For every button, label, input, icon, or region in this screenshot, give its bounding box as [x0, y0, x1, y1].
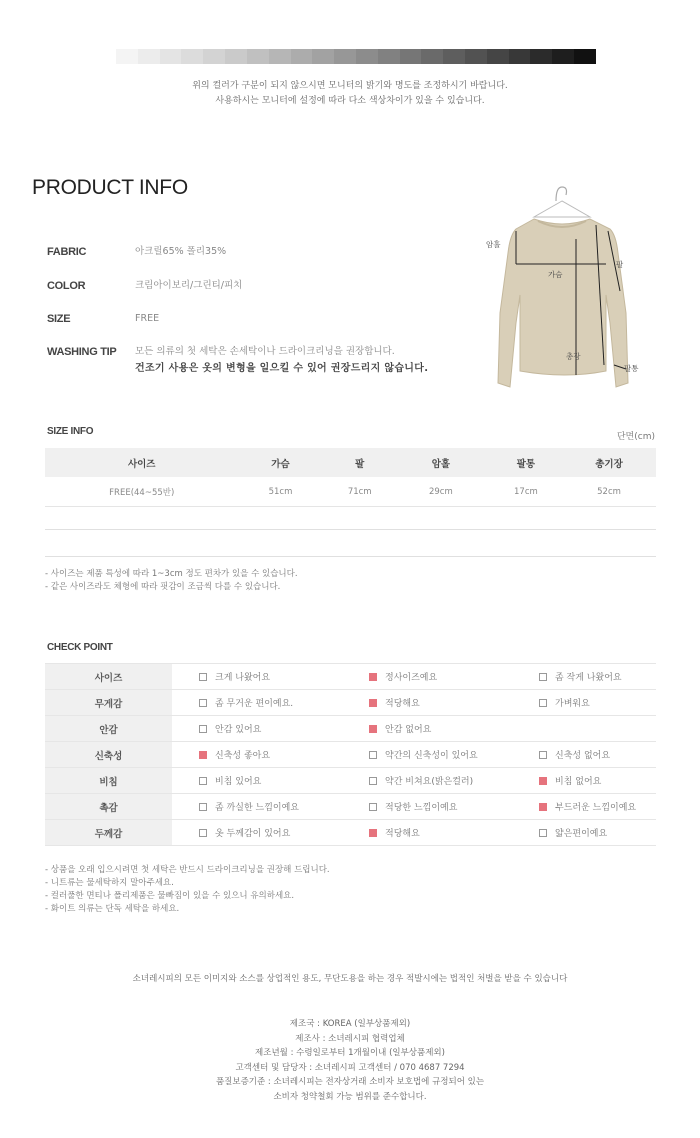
checkbox-checked-icon	[369, 725, 377, 733]
shoulder-label: 암홀	[486, 240, 501, 249]
checkbox-checked-icon	[539, 777, 547, 785]
monitor-notice-1: 위의 컬러가 구분이 되지 않으시면 모니터의 밝기와 명도를 조정하시기 바랍니다.	[192, 81, 508, 91]
fabric-row	[47, 246, 226, 260]
sleeve-width-label: 팔통	[624, 364, 639, 373]
cp-option: 신축성 없어요	[539, 748, 656, 761]
sleeve-label: 팔	[616, 260, 624, 269]
size-col-sleeve: 팔	[323, 448, 397, 477]
size-col-sleeve-width: 팔통	[485, 448, 567, 477]
checkbox-icon	[199, 777, 207, 785]
fabric-value: 아크릴65% 폴리35%	[135, 246, 227, 257]
washing-tip-line1: 모든 의류의 첫 세탁은 손세탁이나 드라이크리닝을 권장합니다.	[135, 346, 395, 357]
checkbox-checked-icon	[369, 699, 377, 707]
size-value: FREE	[135, 313, 160, 324]
divider	[45, 529, 656, 530]
washing-tip-row	[47, 346, 428, 377]
washing-tip-label: WASHING TIP	[47, 346, 117, 358]
cp-option: 안감 있어요	[199, 722, 369, 735]
washing-tip-value	[135, 343, 428, 377]
cp-row-stretch	[45, 742, 656, 768]
armhole-cell: 29cm	[397, 477, 485, 507]
color-label: COLOR	[47, 280, 86, 292]
size-notes	[45, 568, 298, 594]
hanger-hook	[556, 187, 567, 201]
color-value: 크림아이보리/그린티/피치	[135, 280, 243, 291]
footer-info	[0, 1017, 700, 1104]
cp-row-thickness	[45, 820, 656, 846]
checkbox-icon	[539, 751, 547, 759]
cp-option: 얇은편이예요	[539, 826, 656, 839]
care-notes	[45, 864, 330, 916]
size-label: SIZE	[47, 313, 71, 325]
size-info-label: SIZE INFO	[47, 426, 94, 437]
size-col-size: 사이즈	[45, 448, 238, 477]
care-note-4: - 화이트 의류는 단독 세탁을 하세요.	[45, 904, 180, 914]
cp-option: 부드러운 느낌이예요	[539, 800, 656, 813]
cp-label: 비침	[45, 768, 172, 794]
care-note-3: - 컬러풀한 면티나 폴리제품은 물빠짐이 있을 수 있으니 유의하세요.	[45, 891, 295, 901]
checkbox-icon	[539, 699, 547, 707]
checkbox-checked-icon	[199, 751, 207, 759]
size-col-length: 총기장	[567, 448, 651, 477]
length-cell: 52cm	[567, 477, 651, 507]
footer-line: 소비자 청약철회 가능 범위를 준수합니다.	[273, 1091, 427, 1102]
cp-option: 적당한 느낌이예요	[369, 800, 539, 813]
sweater-body	[498, 219, 628, 387]
footer-line: 고객센터 및 담당자 : 소녀레시피 고객센터 / 070 4687 7294	[235, 1062, 465, 1073]
checkbox-checked-icon	[369, 829, 377, 837]
footer-line: 제조국 : KOREA (일부상품제외)	[289, 1019, 411, 1029]
checkbox-icon	[199, 829, 207, 837]
length-label: 총장	[566, 352, 581, 361]
sleeve-width-cell: 17cm	[485, 477, 567, 507]
cp-row-touch	[45, 794, 656, 820]
cp-option: 비침 없어요	[539, 774, 656, 787]
divider	[45, 556, 656, 557]
fabric-label: FABRIC	[47, 246, 87, 258]
checkbox-checked-icon	[539, 803, 547, 811]
size-note-2: - 같은 사이즈라도 체형에 따라 핏감이 조금씩 다를 수 있습니다.	[45, 582, 281, 592]
checkbox-icon	[199, 725, 207, 733]
checkbox-icon	[369, 803, 377, 811]
size-table	[45, 448, 656, 507]
table-row	[45, 477, 656, 507]
footer-line: 제조사 : 소녀레시피 협력업체	[295, 1033, 405, 1044]
checkbox-icon	[539, 829, 547, 837]
care-note-1: - 상품을 오래 입으시려면 첫 세탁은 반드시 드라이크리닝을 권장해 드립니다.	[45, 865, 330, 875]
check-point-table	[45, 663, 656, 846]
cp-option: 크게 나왔어요	[199, 670, 369, 683]
cp-option: 약간 비쳐요(밝은컬러)	[369, 774, 539, 787]
size-unit: 단면(cm)	[616, 432, 655, 442]
footer-line: 제조년월 : 수령일로부터 1개월이내 (일부상품제외)	[255, 1048, 445, 1058]
cp-label: 두께감	[45, 820, 172, 846]
cp-row-sheer	[45, 768, 656, 794]
monitor-notice-2: 사용하시는 모니터에 설정에 따라 다소 색상차이가 있을 수 있습니다.	[215, 96, 485, 106]
cp-option: 비침 있어요	[199, 774, 369, 787]
cp-option: 안감 없어요	[369, 722, 539, 735]
cp-row-size	[45, 664, 656, 690]
cp-option: 가벼워요	[539, 696, 656, 709]
hanger-bar	[534, 201, 590, 217]
cp-option: 옷 두께감이 있어요	[199, 826, 369, 839]
washing-tip-line2: 건조기 사용은 옷의 변형을 일으킬 수 있어 권장드리지 않습니다.	[135, 363, 429, 374]
chest-label: 가슴	[548, 270, 563, 279]
chest-cell: 51cm	[238, 477, 322, 507]
check-point-label: CHECK POINT	[47, 642, 113, 653]
checkbox-icon	[199, 673, 207, 681]
size-row	[47, 313, 159, 327]
cp-label: 촉감	[45, 794, 172, 820]
size-col-chest: 가슴	[238, 448, 322, 477]
sleeve-cell: 71cm	[323, 477, 397, 507]
cp-label: 안감	[45, 716, 172, 742]
cp-label: 사이즈	[45, 664, 172, 690]
cp-label: 신축성	[45, 742, 172, 768]
copyright-notice: 소녀레시피의 모든 이미지와 소스를 상업적인 용도, 무단도용을 하는 경우 적발시에는 법적인 처벌을 받을 수 있습니다	[132, 974, 568, 984]
cp-option: 좀 작게 나왔어요	[539, 670, 656, 683]
product-info-title: PRODUCT INFO	[32, 176, 188, 199]
cp-option: 좀 무거운 편이예요.	[199, 696, 369, 709]
checkbox-icon	[539, 673, 547, 681]
cp-label: 무게감	[45, 690, 172, 716]
care-note-2: - 니트류는 물세탁하지 말아주세요.	[45, 878, 174, 888]
cp-row-lining	[45, 716, 656, 742]
cp-option: 적당해요	[369, 826, 539, 839]
cp-option: 적당해요	[369, 696, 539, 709]
checkbox-checked-icon	[369, 673, 377, 681]
cp-option: 정사이즈예요	[369, 670, 539, 683]
checkbox-icon	[369, 751, 377, 759]
cp-row-weight	[45, 690, 656, 716]
footer-line: 품질보증기준 : 소녀레시피는 전자상거래 소비자 보호법에 규정되어 있는	[215, 1077, 485, 1087]
checkbox-icon	[199, 699, 207, 707]
cp-option: 신축성 좋아요	[199, 748, 369, 761]
checkbox-icon	[199, 803, 207, 811]
color-row	[47, 280, 242, 294]
monitor-calibration-bar	[116, 49, 596, 64]
size-col-armhole: 암홀	[397, 448, 485, 477]
size-table-header	[45, 448, 656, 477]
cp-option: 약간의 신축성이 있어요	[369, 748, 539, 761]
sweater-measurement-diagram	[476, 183, 656, 393]
size-cell: FREE(44~55반)	[45, 477, 238, 507]
size-note-1: - 사이즈는 제품 특성에 따라 1~3cm 정도 편차가 있을 수 있습니다.	[45, 569, 298, 579]
cp-option: 좀 까실한 느낌이예요	[199, 800, 369, 813]
checkbox-icon	[369, 777, 377, 785]
